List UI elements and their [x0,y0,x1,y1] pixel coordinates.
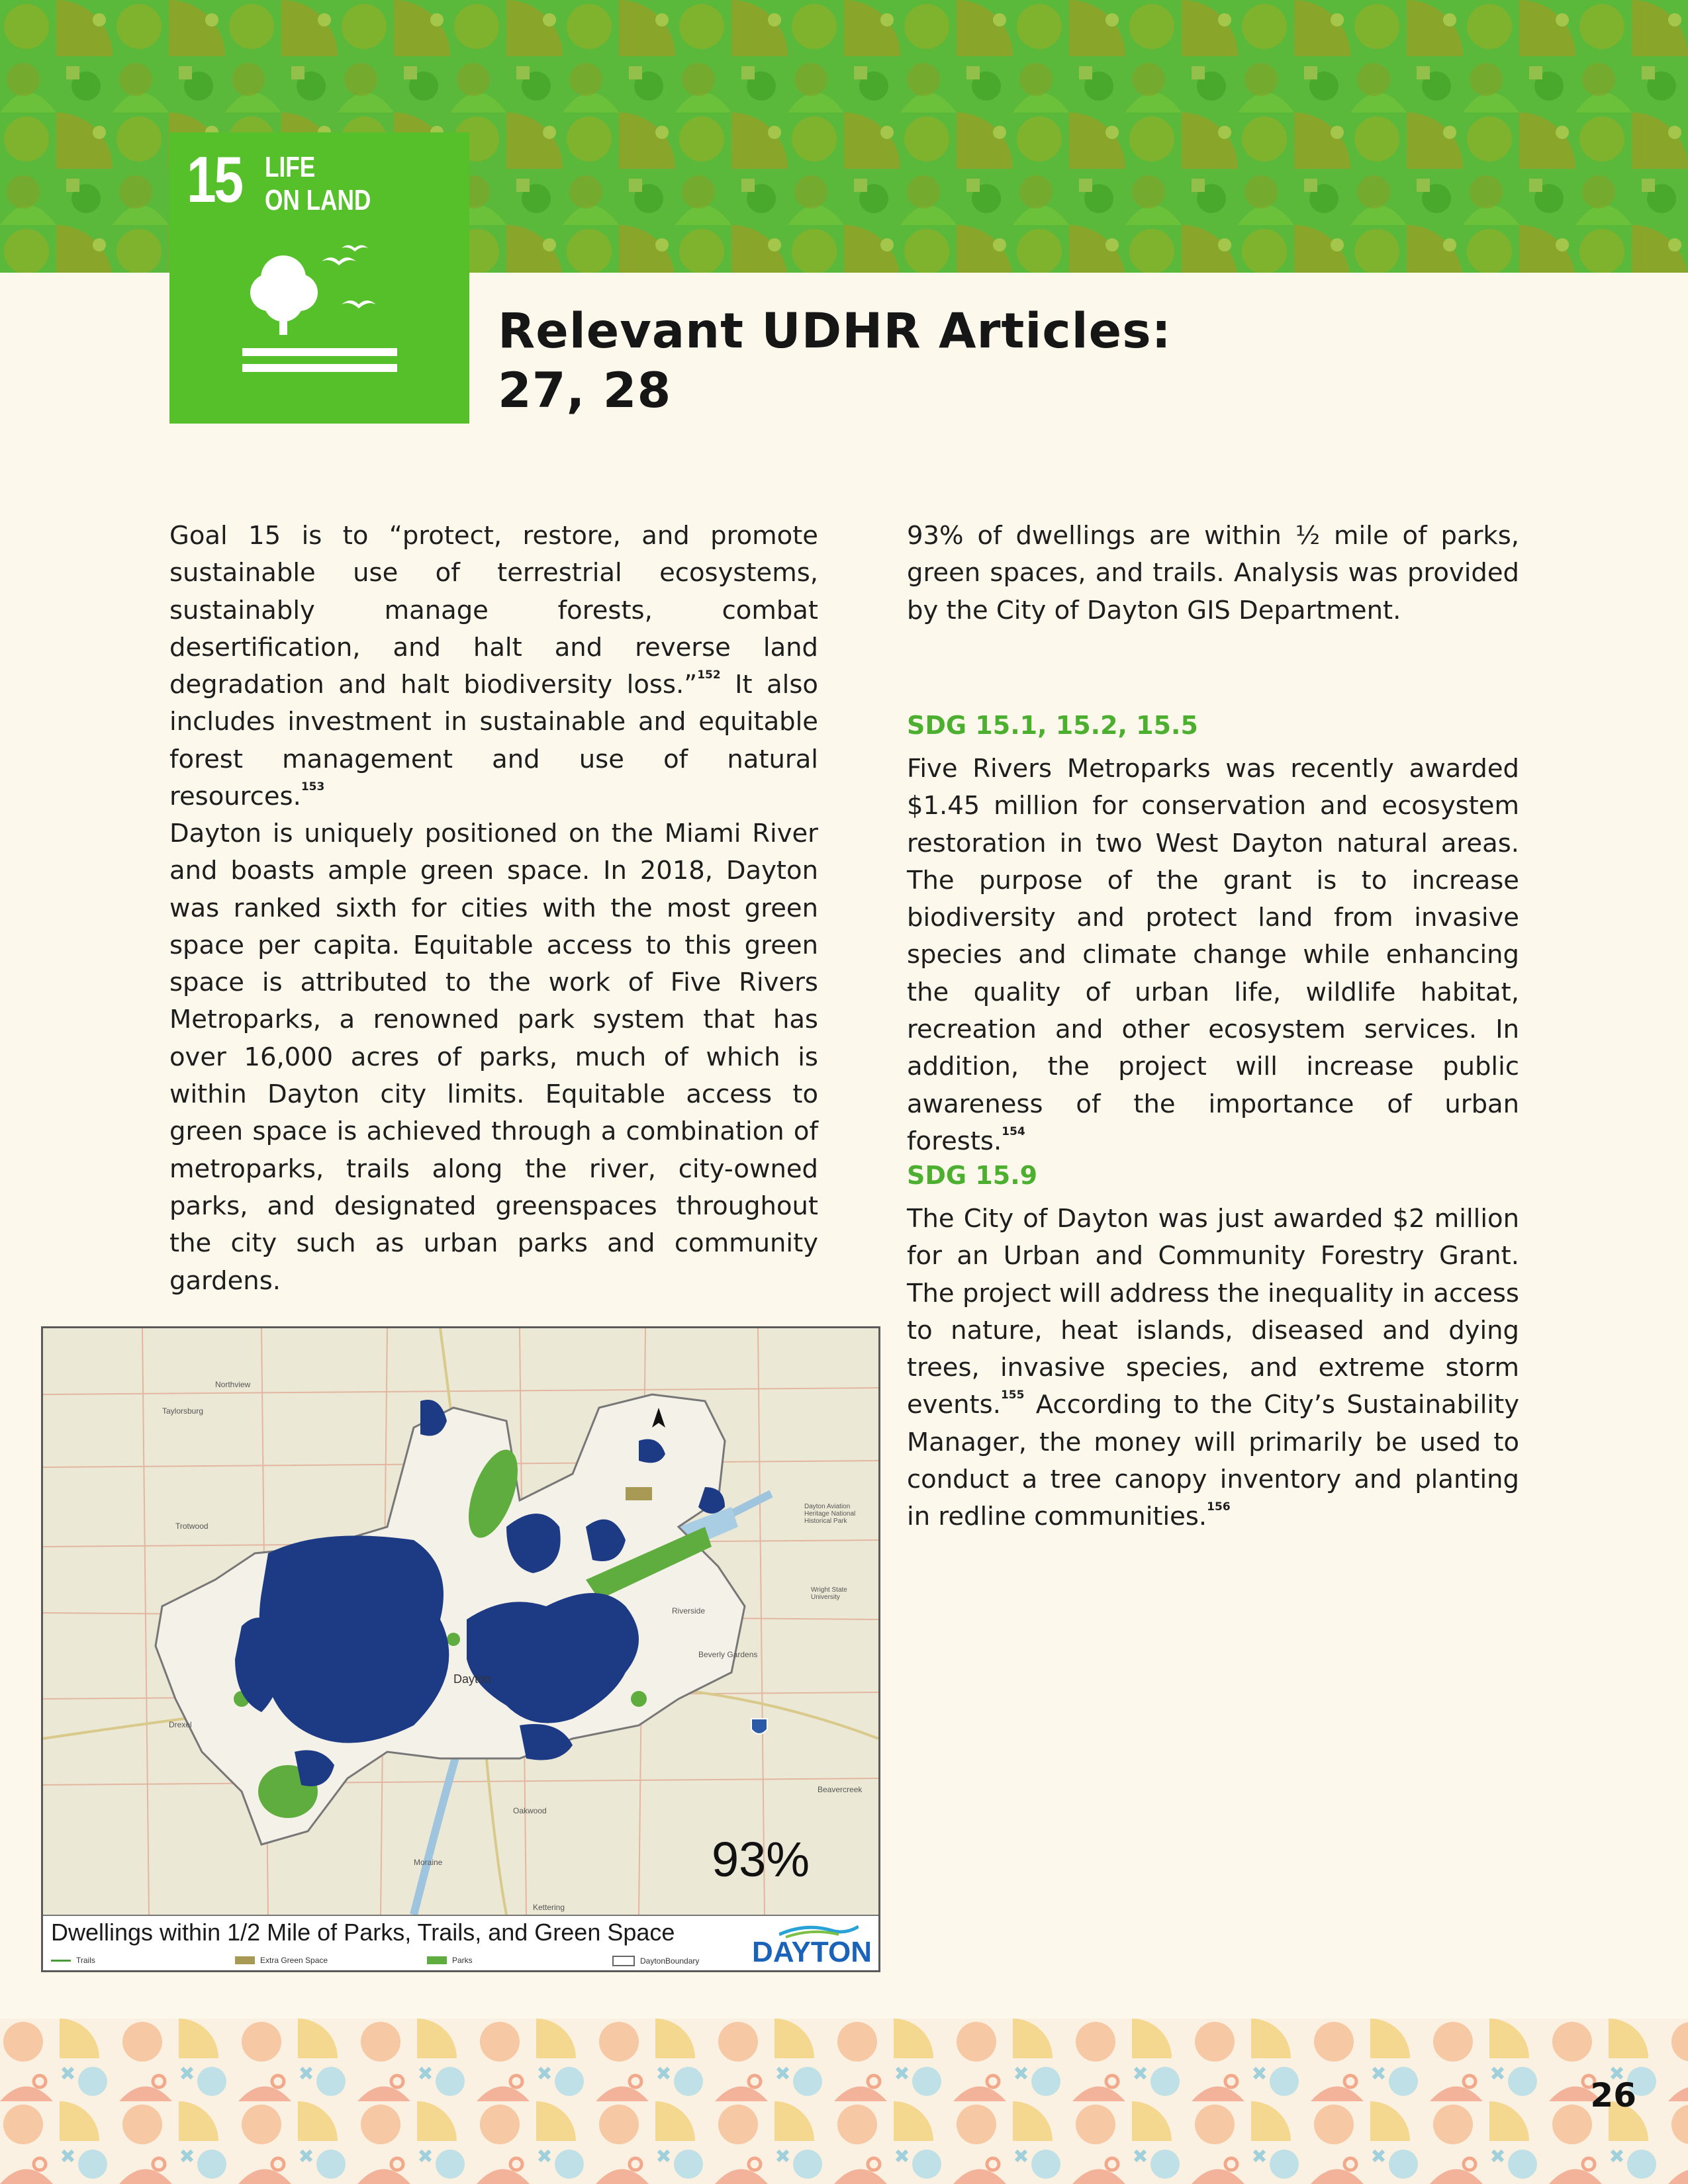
map-place-label: Riverside [672,1606,706,1615]
map-title: Dwellings within 1/2 Mile of Parks, Trails, and Green Space [51,1919,675,1946]
sdg-name-line2: ON LAND [265,184,371,216]
map-place-label: Dayton [453,1672,492,1686]
sdg-number: 15 [187,143,242,216]
sdg-name-line1: LIFE [265,151,316,183]
sdg-15-badge [169,132,469,424]
legend-trails: Trails [51,1956,95,1965]
map-place-label: Wright State University [811,1586,847,1601]
map-place-label: Drexel [169,1720,192,1729]
metroparks-paragraph: Five Rivers Metroparks was recently awarded $1.45 million for conservation and ecosystem restoration in two West Dayton natural areas. The purpose of the grant is to increase biodiversity and protect land from invasive species and climate change while enhancing the quality of urban life, wildlife habitat, recreation and other ecosystem services. In addition, the project will increase public awareness of the importance of urban forests.$^{154}$ [907,754,1519,1156]
footnote-ref-152: 152 [697,668,721,682]
page-number: 26 [1590,2076,1636,2115]
heading-line2: 27, 28 [498,363,672,419]
map-place-label: Northview [215,1380,251,1389]
section-title-sdg-15-9: SDG 15.9 [907,1161,1038,1190]
map-percentage: 93% [712,1832,810,1887]
dwellings-paragraph: 93% of dwellings are within ½ mile of parks, green spaces, and trails. Analysis was provided by the City of Dayton GIS Department. [907,521,1519,625]
legend-extra-green-space: Extra Green Space [235,1956,328,1965]
forestry-grant-paragraph: The City of Dayton was just awarded $2 million for an Urban and Community Forestry Grant. The project will address the inequality in access to nature, heat islands, diseased and dying trees, invasive species, and extreme storm events.$^{155}$ According to the City’s Sustainability Manager, the money will primarily be used to conduct a tree canopy inventory and planting in redline communities.$^{156}$ [907,1204,1519,1532]
map-place-label: Kettering [533,1903,565,1912]
dayton-logo [733,1923,872,1969]
legend-parks-swatch [427,1956,447,1964]
legend-trails-swatch [51,1960,71,1962]
footnote-ref-155: 155 [1000,1388,1025,1402]
map-place-label: Taylorsburg [162,1406,204,1416]
footer-pattern-band [0,2019,1688,2184]
legend-parks: Parks [427,1956,473,1965]
map-place-label: Dayton Aviation Heritage National Historical Park [804,1503,856,1525]
dayton-green-space-paragraph: Dayton is uniquely positioned on the Miami River and boasts ample green space. In 2018, Dayton was ranked sixth for cities with the most green space per capita. Equitable access to this green space is attributed to the work of Five Rivers Metroparks, a renowned park system that has over 16,000 acres of parks, much of which is within Dayton city limits. Equitable access to green space is achieved through a combination of metroparks, trails along the river, city-owned parks, and designated greenspaces throughout the city such as urban parks and community gardens. [169,819,818,1296]
footnote-ref-154: 154 [1002,1124,1025,1138]
map-place-label: Beavercreek [818,1785,863,1794]
heading-line1: Relevant UDHR Articles: [498,303,1172,359]
legend-extra-green-swatch [235,1956,255,1964]
page-heading [498,302,1226,421]
map-legend [43,1915,878,1972]
map-place-label: Trotwood [175,1522,209,1531]
tree-and-birds-icon [242,232,401,397]
map-place-label: Moraine [414,1858,443,1867]
intro-paragraph: Goal 15 is to “protect, restore, and promote sustainable use of terrestrial ecosystems, sustainably manage forests, combat desertification, and halt and reverse land degradation and halt biodiversity loss.”$^{152}$ It also includes investment in sustainable and equitable forest management and use of natural resources.$^{153}$ [169,521,818,812]
sdg-name [265,151,371,217]
map-place-label: Beverly Gardens [698,1650,758,1659]
legend-boundary-swatch [612,1956,635,1966]
footnote-ref-153: 153 [301,780,325,794]
dayton-logo-word: DAYTON [752,1936,872,1968]
dwellings-map [41,1326,880,1972]
footer-pattern [0,2019,1688,2184]
map-graphic [43,1328,878,1915]
map-place-label: Oakwood [513,1806,547,1815]
footnote-ref-156: 156 [1207,1500,1231,1514]
section-title-sdg-15-1: SDG 15.1, 15.2, 15.5 [907,711,1198,740]
legend-dayton-boundary: DaytonBoundary [612,1956,699,1966]
